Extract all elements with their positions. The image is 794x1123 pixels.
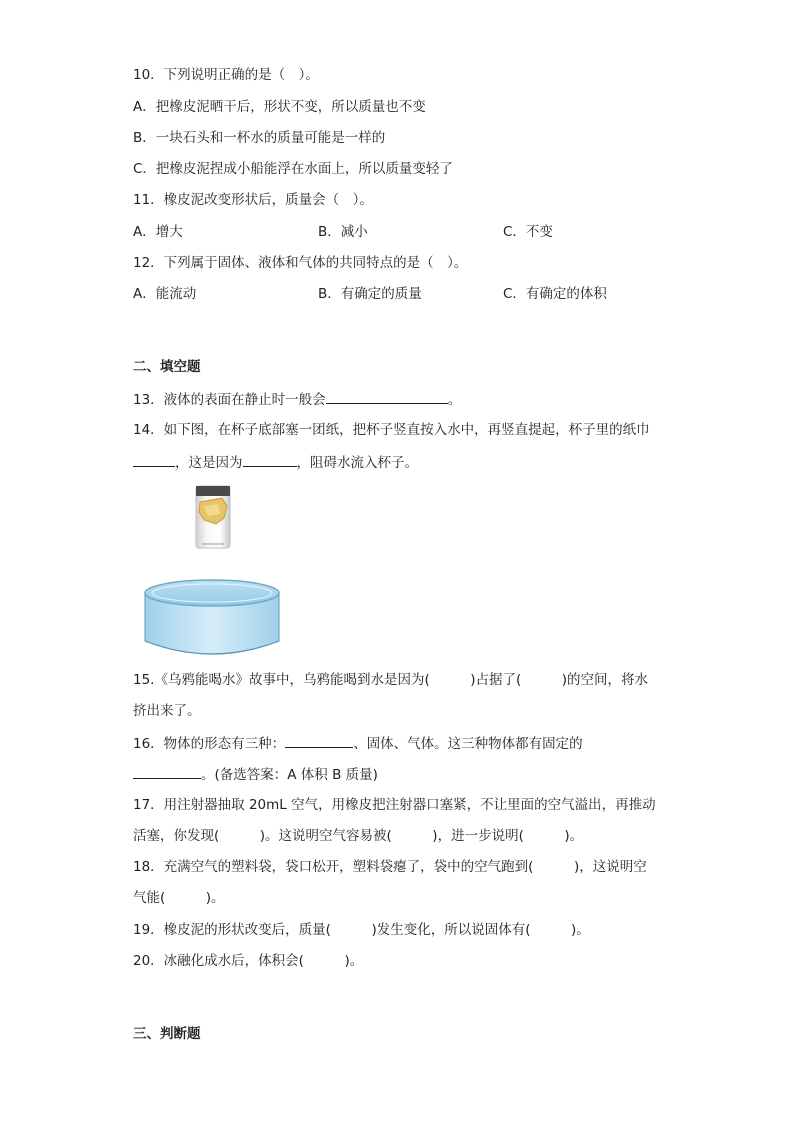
q11-stem: 11．橡皮泥改变形状后，质量会（ ）。 xyxy=(133,192,373,208)
q12-option-a: A．能流动 xyxy=(133,286,197,302)
q16-text-c: 。(备选答案：A 体积 B 质量) xyxy=(201,767,378,783)
q10-stem: 10．下列说明正确的是（ ）。 xyxy=(133,67,319,83)
q16-text-a: 16．物体的形态有三种： xyxy=(133,736,286,752)
q16-blank-1 xyxy=(285,733,353,748)
q14-line2 xyxy=(133,452,418,472)
q11-option-a: A．增大 xyxy=(133,224,183,240)
q20-line: 20．冰融化成水后，体积会( )。 xyxy=(133,953,364,969)
q12-option-c: C．有确定的体积 xyxy=(503,286,607,302)
q13-line xyxy=(133,389,461,409)
q18-line2: 气能( )。 xyxy=(133,890,225,906)
q16-text-b: 、固体、气体。这三种物体都有固定的 xyxy=(353,736,583,752)
q15-line1: 15.《乌鸦能喝水》故事中，乌鸦能喝到水是因为( )占据了( )的空间，将水 xyxy=(133,672,649,688)
q14-end: ，阻碍水流入杯子。 xyxy=(296,455,418,471)
q10-option-c: C．把橡皮泥捏成小船能浮在水面上，所以质量变轻了 xyxy=(133,161,453,177)
q14-blank-1 xyxy=(133,452,175,467)
water-basin-figure xyxy=(139,575,285,661)
q14-mid: ，这是因为 xyxy=(175,455,243,471)
section-heading-true-false: 三、判断题 xyxy=(133,1026,201,1042)
q12-stem: 12．下列属于固体、液体和气体的共同特点的是（ ）。 xyxy=(133,255,468,271)
q19-line: 19．橡皮泥的形状改变后，质量( )发生变化，所以说固体有( )。 xyxy=(133,922,590,938)
q16-blank-2 xyxy=(133,764,201,779)
q12-option-b: B．有确定的质量 xyxy=(318,286,422,302)
section-heading-fill-blank: 二、填空题 xyxy=(133,359,201,375)
q18-line1: 18．充满空气的塑料袋，袋口松开，塑料袋瘪了，袋中的空气跑到( )，这说明空 xyxy=(133,859,647,875)
q17-line1: 17．用注射器抽取 20mL 空气，用橡皮把注射器口塞紧，不让里面的空气溢出，再推动 xyxy=(133,797,656,813)
q16-line2 xyxy=(133,764,378,784)
q15-line2: 挤出来了。 xyxy=(133,703,201,719)
q13-text: 13．液体的表面在静止时一般会 xyxy=(133,392,326,408)
q16-line1 xyxy=(133,733,583,753)
q13-end: 。 xyxy=(447,392,462,408)
q11-option-b: B．减小 xyxy=(318,224,368,240)
q10-option-a: A．把橡皮泥晒干后，形状不变，所以质量也不变 xyxy=(133,99,426,115)
cup-with-paper-figure xyxy=(190,484,236,550)
q11-option-c: C．不变 xyxy=(503,224,553,240)
q13-blank xyxy=(326,389,448,404)
q17-line2: 活塞，你发现( )。这说明空气容易被( )，进一步说明( )。 xyxy=(133,828,584,844)
q10-option-b: B．一块石头和一杯水的质量可能是一样的 xyxy=(133,130,386,146)
q14-blank-2 xyxy=(243,452,297,467)
q14-line1: 14．如下图，在杯子底部塞一团纸，把杯子竖直按入水中，再竖直提起，杯子里的纸巾 xyxy=(133,422,650,438)
